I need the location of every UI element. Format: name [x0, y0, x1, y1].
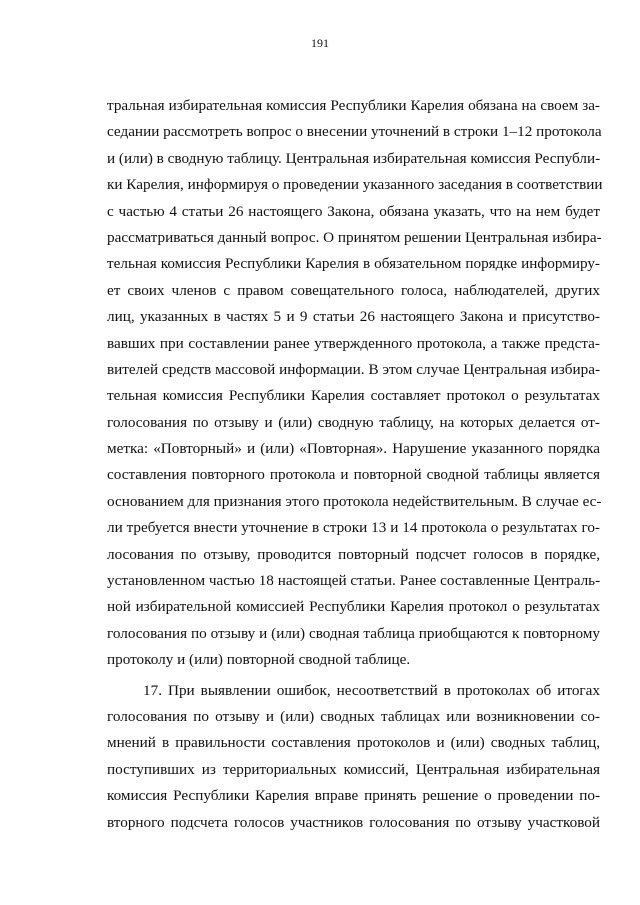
text-line: метка: «Повторный» и (или) «Повторная». Нарушение указанного порядка — [107, 440, 600, 458]
text-line: седании рассмотреть вопрос о внесении уточнений в строки 1–12 протокола — [107, 123, 602, 141]
text-line: ли требуется внести уточнение в строки 13 и 14 протокола о результатах го- — [107, 519, 600, 537]
text-line: протоколу и (или) повторной сводной таблице. — [107, 651, 411, 669]
text-line: вителей средств массовой информации. В этом случае Центральная избира- — [107, 360, 600, 378]
text-line: ной избирательной комиссией Республики Карелия протокол о результатах — [107, 598, 600, 616]
text-line: голосования по отзыву и (или) сводная таблица приобщаются к повторному — [107, 624, 600, 642]
text-line: 17. При выявлении ошибок, несоответствий в протоколах об итогах — [143, 681, 600, 699]
text-line: мнений в правильности составления протоколов и (или) сводных таблиц, — [107, 734, 600, 752]
paragraph-17 — [107, 678, 600, 836]
text-line: ки Карелия, информируя о проведении указанного заседания в соответствии — [107, 176, 603, 194]
text-line: вавших при составлении ранее утвержденного протокола, а также предста- — [107, 334, 600, 352]
text-line: комиссия Республики Карелия вправе принять решение о проведении по- — [107, 787, 600, 805]
text-line: установленном частью 18 настоящей статьи. Ранее составленные Централь- — [107, 572, 601, 590]
text-line: основанием для признания этого протокола недействительным. В случае ес- — [107, 492, 602, 510]
text-line: тральная избирательная комиссия Республики Карелия обязана на своем за- — [107, 97, 600, 114]
text-line: и (или) в сводную таблицу. Центральная избирательная комиссия Республи- — [107, 149, 601, 167]
text-line: лиц, указанных в частях 5 и 9 статьи 26 настоящего Закона и присутство- — [107, 308, 600, 326]
page-number: 191 — [311, 36, 329, 50]
text-line: голосования по отзыву и (или) сводных таблицах или возникновении со- — [107, 707, 600, 725]
text-line: тельная комиссия Республики Карелия составляет протокол о результатах — [107, 387, 600, 405]
paragraph-continuation — [107, 93, 603, 674]
body-text — [107, 93, 603, 836]
text-line: ет своих членов с правом совещательного голоса, наблюдателей, других — [107, 281, 600, 299]
text-line: с частью 4 статьи 26 настоящего Закона, обязана указать, что на нем будет — [107, 202, 600, 220]
text-line: рассматриваться данный вопрос. О принятом решении Центральная избира- — [107, 228, 602, 246]
text-line: голосования по отзыву и (или) сводную таблицу, на которых делается от- — [107, 413, 600, 431]
text-line: лосования по отзыву, проводится повторный подсчет голосов в порядке, — [107, 545, 600, 563]
text-line: тельная комиссия Республики Карелия в обязательном порядке информиру- — [107, 255, 600, 273]
text-line: составления повторного протокола и повторной сводной таблицы является — [107, 466, 600, 484]
text-line: поступивших из территориальных комиссий, Центральная избирательная — [107, 760, 600, 778]
text-line: вторного подсчета голосов участников голосования по отзыву участковой — [107, 813, 600, 831]
